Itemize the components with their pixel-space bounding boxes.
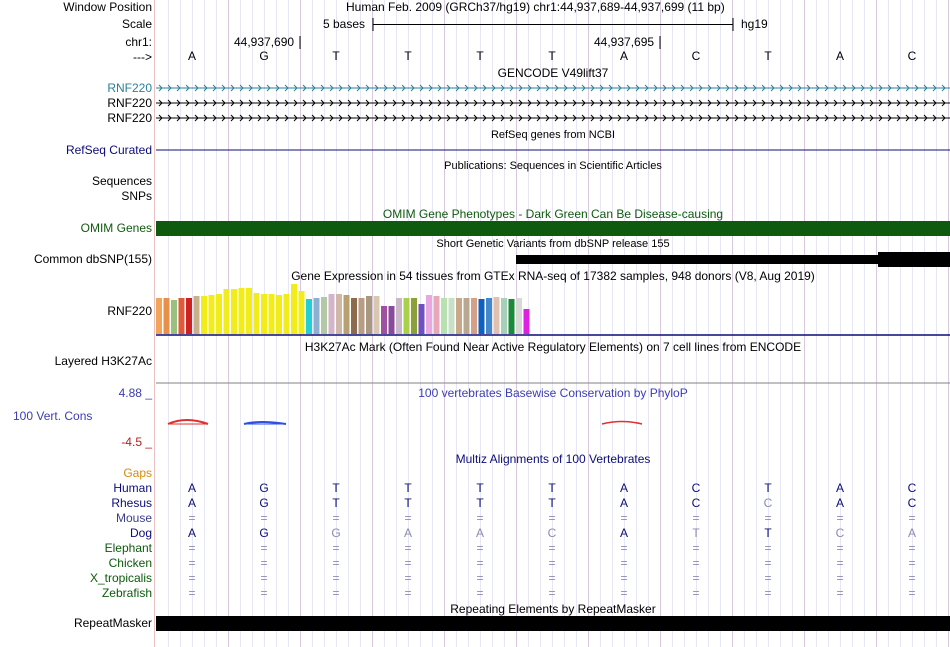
gtex-expression-bars[interactable] [156,284,556,334]
gtex-tissue-bar [389,306,395,334]
phylop-conservation-plot[interactable] [156,414,950,428]
aligned-base: C [547,526,557,540]
species-label-mouse[interactable]: Mouse [115,511,152,525]
gtex-tissue-bar [329,294,335,334]
aligned-base: A [835,496,844,510]
species-label-rhesus[interactable]: Rhesus [111,496,152,510]
gtex-tissue-bar [336,294,342,334]
aligned-base: A [619,481,628,495]
alignment-row [156,586,950,601]
dbsnp-variant-block[interactable] [878,252,950,267]
base-sequence-row [156,49,950,64]
gtex-tissue-bar [516,298,522,334]
aligned-base: = [620,586,628,600]
gtex-tissue-bar [366,296,372,334]
gtex-tissue-bar [276,295,282,334]
aligned-base: = [260,571,268,585]
aligned-base: = [692,556,700,570]
alignment-row [156,556,950,571]
aligned-base: = [332,586,340,600]
gtex-tissue-bar [419,304,425,334]
h3k27ac-track-title: H3K27Ac Mark (Often Found Near Active Regulatory Elements) on 7 cell lines from ENCODE [304,340,802,354]
gtex-tissue-bar [471,298,477,334]
aligned-base: = [332,511,340,525]
alignment-row [156,571,950,586]
aligned-base: = [476,586,484,600]
aligned-base: = [836,586,844,600]
gtex-track-title: Gene Expression in 54 tissues from GTEx RNA-seq of 17382 samples, 948 donors (V8, Aug 2019) [291,269,815,283]
aligned-base: = [476,571,484,585]
aligned-base: = [260,556,268,570]
dbsnp-track-label[interactable]: Common dbSNP(155) [33,252,152,266]
aligned-base: = [548,511,556,525]
aligned-base: T [764,481,772,495]
aligned-base: A [619,496,628,510]
dbsnp-track-title: Short Genetic Variants from dbSNP release 155 [436,238,670,250]
aligned-base: T [332,481,340,495]
gtex-baseline [156,334,950,337]
base-letter: A [619,49,628,63]
aligned-base: C [907,481,917,495]
aligned-base: = [692,511,700,525]
aligned-base: = [404,556,412,570]
aligned-base: A [187,526,196,540]
aligned-base: = [692,571,700,585]
species-label-zebrafish[interactable]: Zebrafish [101,586,152,600]
gtex-tissue-bar [524,309,530,334]
omim-gene-bar[interactable] [156,221,950,236]
phylop-track-label[interactable]: 100 Vert. Cons [13,409,93,423]
alignment-row [156,496,950,511]
aligned-base: = [476,511,484,525]
aligned-base: = [908,511,916,525]
aligned-base: = [188,511,196,525]
position-tick-mark-1 [299,36,301,49]
alignment-row [156,481,950,496]
species-label-dog[interactable]: Dog [129,526,152,540]
aligned-base: A [187,496,196,510]
aligned-base: = [188,541,196,555]
aligned-base: = [404,511,412,525]
aligned-base: T [332,496,340,510]
gtex-tissue-bar [321,297,327,334]
gtex-tissue-bar [186,298,192,334]
gtex-tissue-bar [426,295,432,334]
gencode-item-3-label[interactable]: RNF220 [107,111,152,125]
gtex-tissue-bar [306,299,312,334]
gtex-tissue-bar [299,291,305,334]
base-letter: T [332,49,340,63]
aligned-base: = [332,571,340,585]
gtex-tissue-bar [269,294,275,334]
aligned-base: T [548,481,556,495]
gtex-tissue-bar [381,306,387,334]
gtex-tissue-bar [254,293,260,334]
gtex-tissue-bar [261,294,267,334]
aligned-base: = [620,541,628,555]
strand-label: ---> [133,50,152,64]
aligned-base: = [764,586,772,600]
base-letter: A [835,49,844,63]
scale-bar [370,17,740,32]
gtex-tissue-bar [494,297,500,334]
gtex-tissue-bar [479,299,485,334]
gtex-tissue-bar [156,298,162,334]
gtex-tissue-bar [359,298,365,334]
aligned-base: A [907,526,916,540]
aligned-base: = [764,556,772,570]
base-letter: T [404,49,412,63]
aligned-base: = [332,556,340,570]
gtex-tissue-bar [449,298,455,334]
aligned-base: = [836,556,844,570]
gtex-track-label[interactable]: RNF220 [107,304,152,318]
gtex-tissue-bar [464,298,470,334]
aligned-base: = [260,541,268,555]
aligned-base: = [476,556,484,570]
dbsnp-variant-bar[interactable] [516,255,878,264]
position-tick-1: 44,937,690 [234,35,295,49]
refseq-track-title: RefSeq genes from NCBI [490,129,616,141]
aligned-base: = [188,556,196,570]
h3k27ac-baseline [156,382,950,384]
species-label-elephant[interactable]: Elephant [104,541,152,555]
aligned-base: A [619,526,628,540]
aligned-base: A [835,481,844,495]
gtex-tissue-bar [224,289,230,334]
species-label-x_tropicalis[interactable]: X_tropicalis [89,571,152,585]
gtex-tissue-bar [239,288,245,334]
gtex-tissue-bar [216,294,222,334]
aligned-base: G [259,526,269,540]
aligned-base: A [187,481,196,495]
position-tick-2: 44,937,695 [594,35,655,49]
publications-sequences-label[interactable]: Sequences [91,174,152,188]
aligned-base: = [548,586,556,600]
gtex-tissue-bar [201,296,207,334]
gtex-tissue-bar [291,284,297,334]
aligned-base: G [331,526,341,540]
base-letter: T [476,49,484,63]
aligned-base: = [908,541,916,555]
base-letter: T [764,49,772,63]
phylop-track-title: 100 vertebrates Basewise Conservation by PhyloP [418,386,688,400]
publications-track-title: Publications: Sequences in Scientific Articles [444,160,662,172]
multiz-gaps-label[interactable]: Gaps [123,466,152,480]
gtex-tissue-bar [194,296,200,334]
aligned-base: T [476,496,484,510]
aligned-base: = [188,571,196,585]
gencode-item-2-label[interactable]: RNF220 [107,96,152,110]
aligned-base: C [907,496,917,510]
aligned-base: T [692,526,700,540]
gtex-tissue-bar [179,298,185,334]
aligned-base: = [836,511,844,525]
gtex-tissue-bar [209,295,215,334]
gtex-tissue-bar [246,288,252,334]
gtex-tissue-bar [396,298,402,334]
aligned-base: = [188,586,196,600]
base-letter: C [907,49,917,63]
aligned-base: A [475,526,484,540]
gtex-tissue-bar [374,296,380,334]
aligned-base: = [404,586,412,600]
scale-label: Scale [121,17,152,31]
species-label-chicken[interactable]: Chicken [108,556,152,570]
aligned-base: = [764,541,772,555]
aligned-base: C [691,481,701,495]
aligned-base: = [836,571,844,585]
gtex-tissue-bar [509,299,515,334]
aligned-base: = [692,541,700,555]
base-letter: A [187,49,196,63]
refseq-track-label[interactable]: RefSeq Curated [65,143,152,157]
repeatmasker-track-title: Repeating Elements by RepeatMasker [450,602,656,616]
aligned-base: C [835,526,845,540]
aligned-base: = [548,541,556,555]
aligned-base: G [259,496,269,510]
gtex-tissue-bar [344,295,350,334]
gencode-transcripts[interactable] [156,80,950,128]
base-letter: C [691,49,701,63]
aligned-base: = [908,571,916,585]
gtex-tissue-bar [164,298,170,334]
aligned-base: A [403,526,412,540]
gtex-tissue-bar [351,298,357,334]
gtex-tissue-bar [441,298,447,334]
aligned-base: C [763,496,773,510]
omim-track-label[interactable]: OMIM Genes [80,221,152,235]
aligned-base: = [908,586,916,600]
assembly-position-text: Human Feb. 2009 (GRCh37/hg19) chr1:44,937,689-44,937,699 (11 bp) [346,0,725,14]
aligned-base: = [908,556,916,570]
gtex-tissue-bar [486,298,492,334]
phylop-min-value: -4.5 _ [121,435,152,449]
aligned-base: G [259,481,269,495]
aligned-base: = [620,556,628,570]
repeatmasker-track-label[interactable]: RepeatMasker [73,616,152,630]
aligned-base: = [620,511,628,525]
aligned-base: = [548,556,556,570]
gtex-tissue-bar [314,298,320,334]
aligned-base: T [548,496,556,510]
window-position-label: Window Position [63,0,152,14]
omim-track-title: OMIM Gene Phenotypes - Dark Green Can Be Disease-causing [382,207,724,221]
gencode-track-title: GENCODE V49lift37 [497,66,609,80]
gtex-tissue-bar [404,298,410,334]
gtex-tissue-bar [501,298,507,334]
aligned-base: = [404,541,412,555]
species-label-human[interactable]: Human [113,481,152,495]
base-letter: T [548,49,556,63]
scale-assembly-text: hg19 [741,17,768,31]
aligned-base: = [548,571,556,585]
gtex-tissue-bar [284,294,290,334]
position-tick-mark-2 [659,36,661,49]
aligned-base: = [692,586,700,600]
aligned-base: C [691,496,701,510]
publications-snps-label[interactable]: SNPs [121,189,152,203]
aligned-base: = [620,571,628,585]
refseq-gene-line[interactable] [156,149,950,152]
aligned-base: = [260,586,268,600]
h3k27ac-track-label[interactable]: Layered H3K27Ac [54,354,152,368]
aligned-base: T [764,526,772,540]
aligned-base: T [404,481,412,495]
gtex-tissue-bar [456,298,462,334]
aligned-base: T [404,496,412,510]
scale-bases-text: 5 bases [323,17,366,31]
aligned-base: = [836,541,844,555]
gtex-tissue-bar [434,296,440,334]
alignment-row [156,526,950,541]
alignment-row [156,541,950,556]
gtex-tissue-bar [171,300,177,334]
aligned-base: = [764,511,772,525]
aligned-base: = [332,541,340,555]
aligned-base: = [404,571,412,585]
multiz-track-title: Multiz Alignments of 100 Vertebrates [455,452,651,466]
alignment-row [156,511,950,526]
gencode-item-1-label[interactable]: RNF220 [107,81,152,95]
chr-label: chr1: [125,35,152,49]
base-letter: G [259,49,269,63]
gtex-tissue-bar [411,298,417,334]
phylop-max-value: 4.88 _ [118,386,152,400]
aligned-base: = [764,571,772,585]
aligned-base: = [260,511,268,525]
aligned-base: T [476,481,484,495]
aligned-base: = [476,541,484,555]
gtex-tissue-bar [231,289,237,334]
repeatmasker-element-bar[interactable] [156,616,950,631]
